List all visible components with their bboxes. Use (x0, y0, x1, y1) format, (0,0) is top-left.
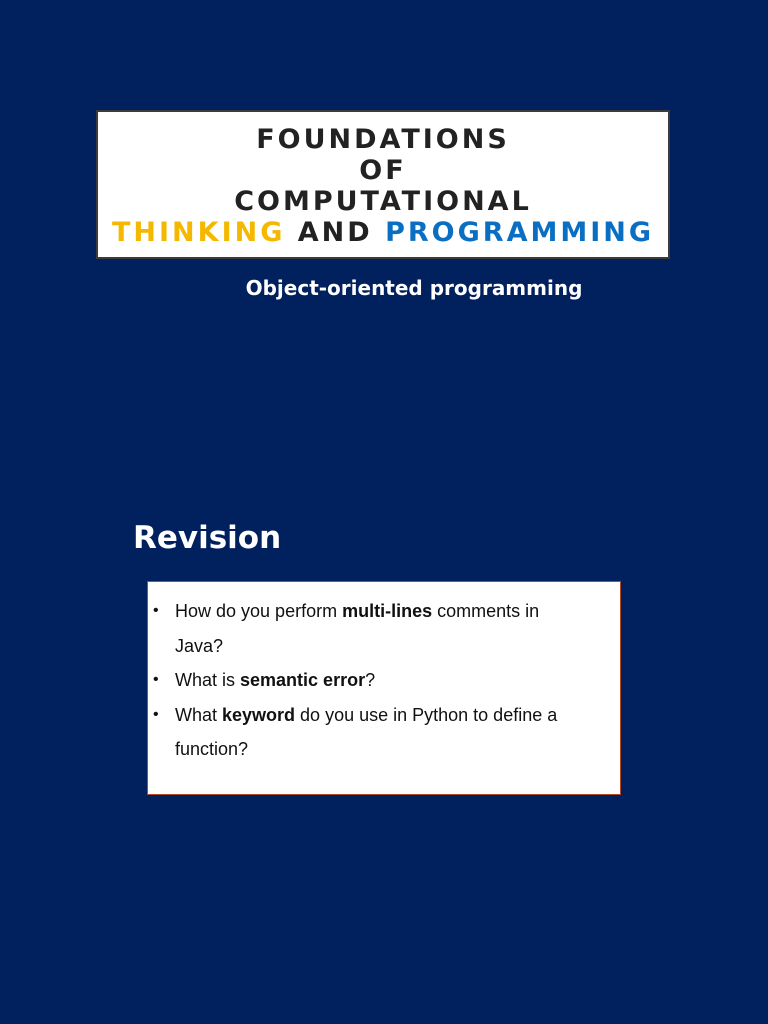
question-text-after: ? (365, 670, 376, 690)
title-line-1: FOUNDATIONS (256, 124, 510, 155)
question-item-2 (153, 663, 590, 698)
section-heading: Revision (133, 520, 282, 556)
question-list (153, 594, 590, 767)
question-keyword: multi-lines (342, 601, 433, 621)
title-word-and: AND (297, 217, 373, 248)
title-line-4 (98, 217, 668, 248)
question-keyword: keyword (222, 704, 296, 725)
bullet-icon: • (153, 705, 159, 723)
bullet-icon: • (153, 671, 159, 688)
question-text-after: do you use in Python to define a function? (175, 704, 558, 759)
title-word-programming: PROGRAMMING (385, 217, 655, 248)
question-item-3 (153, 698, 590, 767)
title-box (96, 110, 670, 259)
question-box (147, 581, 621, 795)
bullet-icon: • (153, 602, 159, 619)
subtitle: Object-oriented programming (245, 276, 583, 300)
title-word-thinking: THINKING (111, 217, 286, 248)
question-text-before: What is (175, 670, 241, 690)
question-keyword: semantic error (240, 670, 366, 690)
question-text-before: How do you perform (175, 601, 343, 621)
title-line-3: COMPUTATIONAL (234, 186, 532, 217)
question-text-before: What (175, 704, 223, 725)
question-text-after: comments in Java? (175, 601, 540, 656)
title-line-2: OF (359, 155, 407, 186)
question-item-1 (153, 594, 590, 663)
